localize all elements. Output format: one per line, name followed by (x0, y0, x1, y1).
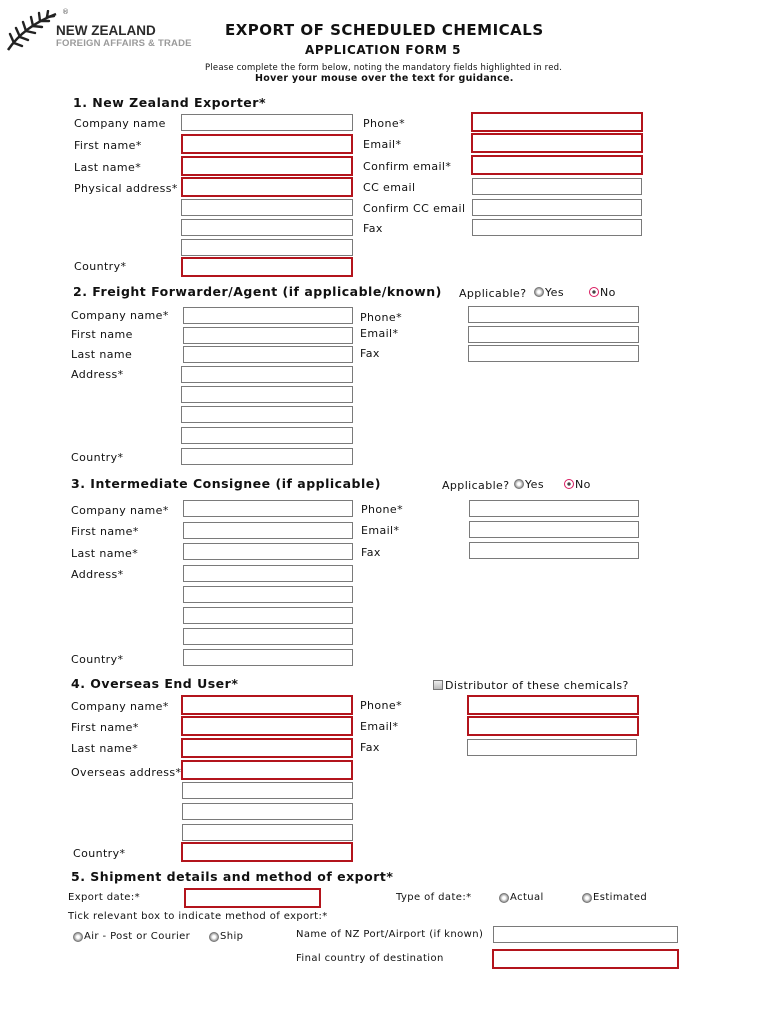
label-fax: Fax (363, 222, 383, 235)
label-distributor: Distributor of these chemicals? (445, 679, 629, 692)
enduser-address-line-2[interactable] (182, 782, 353, 799)
label-cc-email: CC email (363, 181, 416, 194)
label-actual: Actual (510, 892, 544, 903)
label-company-name: Company name* (71, 504, 169, 517)
enduser-phone-input[interactable] (467, 695, 639, 715)
label-country: Country* (71, 451, 124, 464)
label-email: Email* (360, 720, 399, 733)
label-physical-address: Physical address* (74, 182, 178, 195)
date-type-actual-radio[interactable] (499, 893, 509, 903)
freight-address-line-1[interactable] (181, 366, 353, 383)
freight-applicable-no-radio[interactable] (589, 287, 599, 297)
form-subtitle: APPLICATION FORM 5 (305, 43, 462, 57)
label-air: Air - Post or Courier (84, 931, 191, 942)
label-last-name: Last name* (74, 161, 142, 174)
enduser-address-line-1[interactable] (181, 760, 353, 780)
method-ship-radio[interactable] (209, 932, 219, 942)
label-company-name: Company name (74, 117, 166, 130)
instructions-note: Please complete the form below, noting the mandatory fields highlighted in red. (205, 63, 563, 73)
label-last-name: Last name (71, 348, 133, 361)
label-fax: Fax (360, 347, 380, 360)
logo-text-ministry: FOREIGN AFFAIRS & TRADE (56, 38, 192, 49)
consignee-applicable-yes-radio[interactable] (514, 479, 524, 489)
label-ship: Ship (220, 931, 244, 942)
section-2-heading: 2. Freight Forwarder/Agent (if applicable/known) (73, 284, 442, 299)
label-first-name: First name* (71, 525, 139, 538)
consignee-first-name-input[interactable] (183, 522, 353, 539)
consignee-email-input[interactable] (469, 521, 639, 538)
label-first-name: First name (71, 328, 133, 341)
label-overseas-address: Overseas address* (71, 766, 182, 779)
label-yes: Yes (525, 478, 544, 491)
label-nz-port: Name of NZ Port/Airport (if known) (296, 929, 484, 940)
consignee-address-line-1[interactable] (183, 565, 353, 582)
enduser-address-line-3[interactable] (182, 803, 353, 820)
section-1-heading: 1. New Zealand Exporter* (73, 95, 266, 110)
enduser-fax-input[interactable] (467, 739, 637, 756)
label-email: Email* (361, 524, 400, 537)
label-email: Email* (360, 327, 399, 340)
consignee-address-line-4[interactable] (183, 628, 353, 645)
label-phone: Phone* (360, 699, 402, 712)
consignee-company-name-input[interactable] (183, 500, 353, 517)
label-final-country: Final country of destination (296, 953, 444, 964)
distributor-checkbox[interactable] (433, 680, 443, 690)
export-date-input[interactable] (184, 888, 321, 908)
guidance-note: Hover your mouse over the text for guidance. (255, 73, 514, 84)
final-country-input[interactable] (492, 949, 679, 969)
consignee-country-input[interactable] (183, 649, 353, 666)
exporter-email-input[interactable] (471, 133, 643, 153)
freight-phone-input[interactable] (468, 306, 639, 323)
consignee-fax-input[interactable] (469, 542, 639, 559)
label-confirm-cc-email: Confirm CC email (363, 202, 466, 215)
label-confirm-email: Confirm email* (363, 160, 452, 173)
label-country: Country* (74, 260, 127, 273)
registered-mark: ® (62, 8, 69, 16)
section-3-heading: 3. Intermediate Consignee (if applicable) (71, 476, 381, 491)
label-address: Address* (71, 568, 124, 581)
label-phone: Phone* (363, 117, 405, 130)
label-first-name: First name* (71, 721, 139, 734)
consignee-last-name-input[interactable] (183, 543, 353, 560)
exporter-confirm-cc-email-input[interactable] (472, 199, 642, 216)
freight-last-name-input[interactable] (183, 346, 353, 363)
freight-address-line-2[interactable] (181, 386, 353, 403)
exporter-address-line-1[interactable] (181, 177, 353, 197)
freight-applicable-yes-radio[interactable] (534, 287, 544, 297)
label-email: Email* (363, 138, 402, 151)
label-company-name: Company name* (71, 309, 169, 322)
label-phone: Phone* (360, 311, 402, 324)
freight-country-input[interactable] (181, 448, 353, 465)
exporter-company-name-input[interactable] (181, 114, 353, 131)
exporter-cc-email-input[interactable] (472, 178, 642, 195)
section-5-heading: 5. Shipment details and method of export* (71, 869, 394, 884)
label-applicable: Applicable? (442, 479, 510, 492)
date-type-estimated-radio[interactable] (582, 893, 592, 903)
freight-address-line-4[interactable] (181, 427, 353, 444)
label-type-of-date: Type of date:* (396, 892, 472, 903)
label-fax: Fax (361, 546, 381, 559)
label-applicable: Applicable? (459, 287, 527, 300)
freight-company-name-input[interactable] (183, 307, 353, 324)
exporter-country-input[interactable] (181, 257, 353, 277)
consignee-address-line-3[interactable] (183, 607, 353, 624)
exporter-last-name-input[interactable] (181, 156, 353, 176)
label-country: Country* (73, 847, 126, 860)
label-yes: Yes (545, 286, 564, 299)
enduser-company-name-input[interactable] (181, 695, 353, 715)
label-export-date: Export date:* (68, 892, 141, 903)
freight-email-input[interactable] (468, 326, 639, 343)
enduser-last-name-input[interactable] (181, 738, 353, 758)
consignee-phone-input[interactable] (469, 500, 639, 517)
label-no: No (575, 478, 591, 491)
label-company-name: Company name* (71, 700, 169, 713)
silver-fern-icon (6, 10, 58, 52)
label-last-name: Last name* (71, 742, 139, 755)
label-no: No (600, 286, 616, 299)
nz-port-input[interactable] (493, 926, 678, 943)
label-fax: Fax (360, 741, 380, 754)
label-estimated: Estimated (593, 892, 648, 903)
consignee-address-line-2[interactable] (183, 586, 353, 603)
section-4-heading: 4. Overseas End User* (71, 676, 239, 691)
enduser-email-input[interactable] (467, 716, 639, 736)
label-last-name: Last name* (71, 547, 139, 560)
exporter-address-line-3[interactable] (181, 219, 353, 236)
form-title: EXPORT OF SCHEDULED CHEMICALS (225, 21, 544, 39)
exporter-address-line-4[interactable] (181, 239, 353, 256)
exporter-first-name-input[interactable] (181, 134, 353, 154)
enduser-first-name-input[interactable] (181, 716, 353, 736)
exporter-fax-input[interactable] (472, 219, 642, 236)
consignee-applicable-no-radio[interactable] (564, 479, 574, 489)
freight-address-line-3[interactable] (181, 406, 353, 423)
label-first-name: First name* (74, 139, 142, 152)
exporter-address-line-2[interactable] (181, 199, 353, 216)
freight-fax-input[interactable] (468, 345, 639, 362)
freight-first-name-input[interactable] (183, 327, 353, 344)
method-air-radio[interactable] (73, 932, 83, 942)
exporter-phone-input[interactable] (471, 112, 643, 132)
exporter-confirm-email-input[interactable] (471, 155, 643, 175)
enduser-address-line-4[interactable] (182, 824, 353, 841)
method-instruction: Tick relevant box to indicate method of export:* (68, 911, 328, 922)
logo-text-country: NEW ZEALAND (56, 23, 156, 38)
enduser-country-input[interactable] (181, 842, 353, 862)
label-country: Country* (71, 653, 124, 666)
label-phone: Phone* (361, 503, 403, 516)
label-address: Address* (71, 368, 124, 381)
